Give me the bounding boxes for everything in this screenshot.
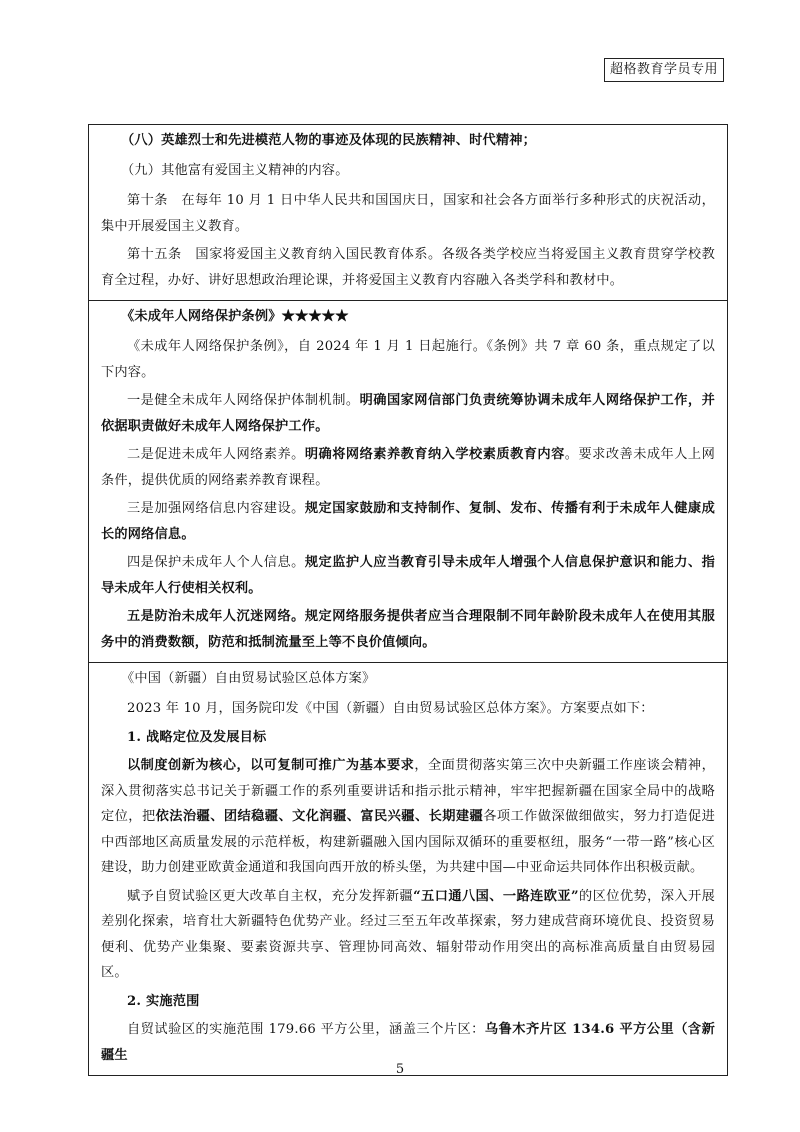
point-one (101, 388, 715, 439)
point-four (101, 550, 715, 601)
point-label: 二是促进未成年人网络素养。 (127, 447, 305, 462)
point-three (101, 496, 715, 547)
point-detail: 明确将网络素养教育纳入学校素质教育内容 (304, 447, 565, 462)
page-number: 5 (395, 1062, 405, 1077)
content-table (88, 124, 728, 1076)
section-minor-online-protection (89, 300, 727, 662)
emphasis: “五口通八国、一路连欧亚” (413, 888, 579, 904)
point-label: 一是健全未成年人网络保护体制机制。 (127, 393, 360, 408)
subheading-positioning: 1. 战略定位及发展目标 (127, 729, 267, 745)
section-intro: 2023 年 10 月，国务院印发《中国（新疆）自由贸易试验区总体方案》。方案要点如下： (127, 701, 654, 716)
text: 各项工作做深做细做实，努力打造促进中西部地区高质量发展的示范样板，构建新疆融入国内国际双循环的重要枢纽，服务“一带一路”核心区建设，助力创建亚欧黄金通道和我国向西开放的桥头堡，为共建中国—中亚命运共同体作出积极贡献。 (101, 809, 715, 875)
text: 的区位优势，深入开展差别化探索，培育壮大新疆特色优势产业。经过三至五年改革探索，努力建成营商环境优良、投资贸易便利、优势产业集聚、要素资源共享、管理协同高效、辐射带动作用突出的高标准高质量自由贸易园区。 (101, 888, 715, 980)
point-detail: 规定国家鼓励和支持制作、复制、发布、传播有利于未成年人健康成长的网络信息。 (101, 501, 715, 542)
positioning-paragraph (101, 753, 715, 881)
point-label: 三是加强网络信息内容建设。 (127, 501, 305, 516)
section-xinjiang-ftz (89, 662, 727, 1075)
point-detail: 规定监护人应当教育引导未成年人增强个人信息保护意识和能力、指导未成年人行使相关权利。 (101, 555, 715, 596)
point-detail-rest: 。要求改善未成年人上网条件，提供优质的网络素养教育课程。 (101, 447, 715, 488)
section-intro: 《未成年人网络保护条例》，自 2024 年 1 月 1 日起施行。《条例》共 7 章 60 条，重点规定了以下内容。 (101, 339, 715, 380)
section-title: 《未成年人网络保护条例》★★★★★ (121, 309, 349, 324)
emphasis: 乌鲁木齐片区 134.6 平方公里（含新疆生 (101, 1022, 715, 1063)
point-label: 五是防治未成年人沉迷网络。 (127, 609, 305, 624)
section-title: 《中国（新疆）自由贸易试验区总体方案》 (121, 671, 376, 686)
point-label: 四是保护未成年人个人信息。 (127, 555, 305, 570)
article-fifteen: 第十五条 国家将爱国主义教育纳入国民教育体系。各级各类学校应当将爱国主义教育贯穿学校教育全过程，办好、讲好思想政治理论课，并将爱国主义教育内容融入各类学科和教材中。 (101, 247, 715, 288)
goal-paragraph (101, 884, 715, 986)
emphasis: 依法治疆、团结稳疆、文化润疆、富民兴疆、长期建疆 (155, 809, 484, 824)
point-two (101, 442, 715, 493)
point-detail: 明确国家网信部门负责统筹协调未成年人网络保护工作，并依据职责做好未成年人网络保护工作。 (101, 393, 715, 434)
emphasis: 以制度创新为核心，以可复制可推广为基本要求 (127, 758, 415, 773)
section-patriotism-law (89, 125, 727, 300)
scope-paragraph (101, 1017, 715, 1068)
text: 赋予自贸试验区更大改革自主权，充分发挥新疆 (127, 888, 414, 904)
item-nine: （九）其他富有爱国主义精神的内容。 (121, 163, 349, 178)
article-ten: 第十条 在每年 10 月 1 日中华人民共和国国庆日，国家和社会各方面举行多种形式的庆祝活动，集中开展爱国主义教育。 (101, 193, 715, 234)
text: 自贸试验区的实施范围 179.66 平方公里，涵盖三个片区： (127, 1022, 485, 1037)
subheading-scope: 2. 实施范围 (127, 993, 200, 1009)
point-detail: 规定网络服务提供者应当合理限制不同年龄阶段未成年人在使用其服务中的消费数额，防范和抵制流量至上等不良价值倾向。 (101, 609, 715, 650)
text: ，全面贯彻落实第三次中央新疆工作座谈会精神，深入贯彻落实总书记关于新疆工作的系列重要讲话和指示批示精神，牢牢把握新疆在国家全局中的战略定位，把 (101, 758, 715, 824)
item-eight: （八）英雄烈士和先进模范人物的事迹及体现的民族精神、时代精神； (121, 133, 537, 148)
header-tag: 超格教育学员专用 (604, 58, 724, 82)
point-five (101, 604, 715, 655)
